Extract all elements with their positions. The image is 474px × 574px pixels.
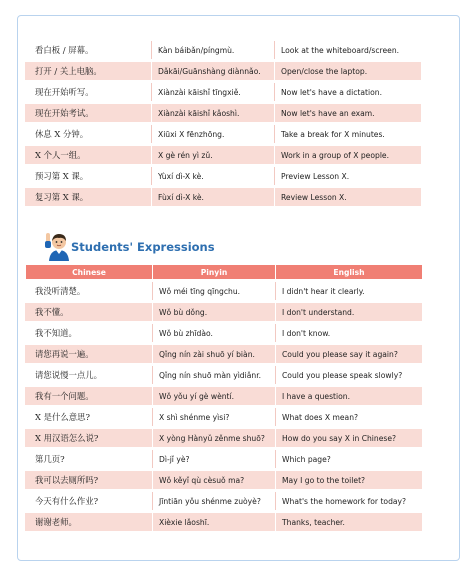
table-row xyxy=(25,471,422,489)
chinese-cell: 今天有什么作业? xyxy=(25,492,152,510)
table-header-row xyxy=(25,265,422,279)
table-row xyxy=(25,146,421,164)
pinyin-cell: Xièxie lǎoshī. xyxy=(152,513,275,531)
english-cell: What does X mean? xyxy=(275,408,422,426)
chinese-cell: 我不知道。 xyxy=(25,324,152,342)
table-row xyxy=(25,408,422,426)
english-cell: I don't understand. xyxy=(275,303,422,321)
pinyin-cell: X shì shénme yìsi? xyxy=(152,408,275,426)
table-row xyxy=(25,366,422,384)
english-cell: Which page? xyxy=(275,450,422,468)
chinese-cell: 复习第 X 课。 xyxy=(25,188,151,206)
chinese-cell: 我没听清楚。 xyxy=(25,282,152,300)
chinese-cell: 预习第 X 课。 xyxy=(25,167,151,185)
english-cell: Take a break for X minutes. xyxy=(274,125,421,143)
pinyin-cell: Yùxí dì-X kè. xyxy=(151,167,274,185)
english-cell: Now let's have a dictation. xyxy=(274,83,421,101)
pinyin-cell: Wǒ bù dǒng. xyxy=(152,303,275,321)
english-cell: Open/close the laptop. xyxy=(274,62,421,80)
table-row xyxy=(25,62,421,80)
table-row xyxy=(25,41,421,59)
pinyin-cell: Kàn báibǎn/píngmù. xyxy=(151,41,274,59)
column-header-chinese: Chinese xyxy=(25,265,152,279)
pinyin-cell: Wǒ kěyǐ qù cèsuǒ ma? xyxy=(152,471,275,489)
students-expressions-table xyxy=(25,262,422,534)
table-row xyxy=(25,324,422,342)
table-row xyxy=(25,282,422,300)
english-cell: I have a question. xyxy=(275,387,422,405)
chinese-cell: 谢谢老师。 xyxy=(25,513,152,531)
table-row xyxy=(25,303,422,321)
chinese-cell: X 用汉语怎么说? xyxy=(25,429,152,447)
english-cell: Now let's have an exam. xyxy=(274,104,421,122)
section-header xyxy=(42,232,442,264)
chinese-cell: 打开 / 关上电脑。 xyxy=(25,62,151,80)
pinyin-cell: Dì-jǐ yè? xyxy=(152,450,275,468)
pinyin-cell: X gè rén yì zǔ. xyxy=(151,146,274,164)
chinese-cell: 现在开始考试。 xyxy=(25,104,151,122)
table-row xyxy=(25,188,421,206)
english-cell: Could you please say it again? xyxy=(275,345,422,363)
section-title: Students' Expressions xyxy=(71,240,215,254)
pinyin-cell: Fùxí dì-X kè. xyxy=(151,188,274,206)
table-row xyxy=(25,513,422,531)
pinyin-cell: Xiànzài kāishǐ kǎoshì. xyxy=(151,104,274,122)
chinese-cell: X 个人一组。 xyxy=(25,146,151,164)
chinese-cell: 看白板 / 屏幕。 xyxy=(25,41,151,59)
pinyin-cell: Qǐng nín shuō màn yìdiǎnr. xyxy=(152,366,275,384)
table-row xyxy=(25,83,421,101)
table-row xyxy=(25,492,422,510)
english-cell: Thanks, teacher. xyxy=(275,513,422,531)
chinese-cell: 我可以去厕所吗? xyxy=(25,471,152,489)
student-raising-hand-icon xyxy=(42,232,70,262)
pinyin-cell: Dǎkāi/Guānshàng diànnǎo. xyxy=(151,62,274,80)
english-cell: How do you say X in Chinese? xyxy=(275,429,422,447)
table-row xyxy=(25,345,422,363)
english-cell: Look at the whiteboard/screen. xyxy=(274,41,421,59)
chinese-cell: 请您再说一遍。 xyxy=(25,345,152,363)
pinyin-cell: Jīntiān yǒu shénme zuòyè? xyxy=(152,492,275,510)
english-cell: I don't know. xyxy=(275,324,422,342)
column-header-pinyin: Pinyin xyxy=(152,265,275,279)
chinese-cell: X 是什么意思? xyxy=(25,408,152,426)
table-row xyxy=(25,104,421,122)
classroom-expressions-table xyxy=(25,38,421,209)
pinyin-cell: Wǒ yǒu yí gè wèntí. xyxy=(152,387,275,405)
pinyin-cell: X yòng Hànyǔ zěnme shuō? xyxy=(152,429,275,447)
pinyin-cell: Xiūxi X fēnzhōng. xyxy=(151,125,274,143)
english-cell: Preview Lesson X. xyxy=(274,167,421,185)
chinese-cell: 我不懂。 xyxy=(25,303,152,321)
table-row xyxy=(25,125,421,143)
english-cell: Work in a group of X people. xyxy=(274,146,421,164)
table-row xyxy=(25,429,422,447)
table-row xyxy=(25,450,422,468)
table-row xyxy=(25,167,421,185)
pinyin-cell: Wǒ bù zhīdào. xyxy=(152,324,275,342)
chinese-cell: 现在开始听写。 xyxy=(25,83,151,101)
english-cell: Could you please speak slowly? xyxy=(275,366,422,384)
chinese-cell: 休息 X 分钟。 xyxy=(25,125,151,143)
english-cell: What's the homework for today? xyxy=(275,492,422,510)
pinyin-cell: Xiànzài kāishǐ tīngxiě. xyxy=(151,83,274,101)
english-cell: I didn't hear it clearly. xyxy=(275,282,422,300)
chinese-cell: 我有一个问题。 xyxy=(25,387,152,405)
table-row xyxy=(25,387,422,405)
column-header-english: English xyxy=(275,265,422,279)
pinyin-cell: Wǒ méi tīng qīngchu. xyxy=(152,282,275,300)
chinese-cell: 第几页? xyxy=(25,450,152,468)
english-cell: May I go to the toilet? xyxy=(275,471,422,489)
pinyin-cell: Qǐng nín zài shuō yí biàn. xyxy=(152,345,275,363)
english-cell: Review Lesson X. xyxy=(274,188,421,206)
chinese-cell: 请您说慢一点儿。 xyxy=(25,366,152,384)
